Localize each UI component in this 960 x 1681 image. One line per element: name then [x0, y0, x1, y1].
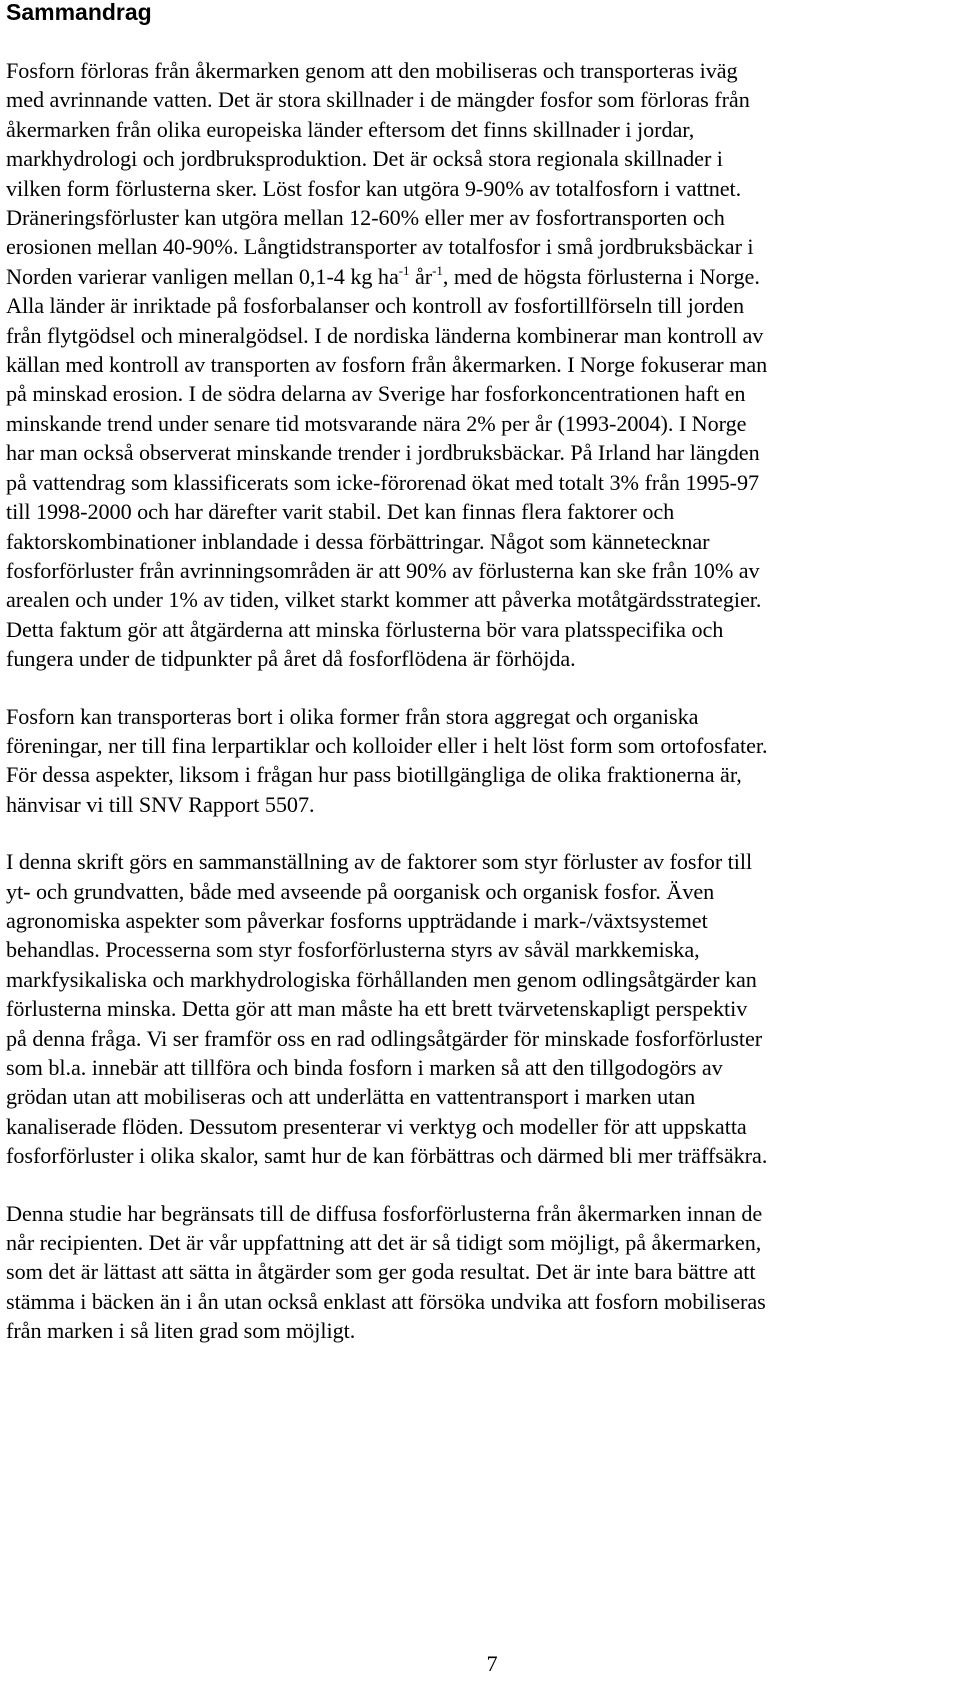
text-line: I denna skrift görs en sammanställning av de faktorer som styr förluster av fosfor till	[6, 849, 753, 875]
text-line: på minskad erosion. I de södra delarna av Sverige har fosforkoncentrationen haft en	[6, 381, 746, 407]
text-line: Fosforn förloras från åkermarken genom att den mobiliseras och transporteras iväg	[6, 58, 738, 83]
text-fragment: , med de högsta förlusterna i Norge.	[442, 263, 760, 289]
text-line: Alla länder är inriktade på fosforbalanser och kontroll av fosfortillförseln till jorden	[6, 293, 745, 319]
text-line: fungera under de tidpunkter på året då fosforflödena är förhöjda.	[6, 646, 576, 672]
text-line: på vattendrag som klassificerats som icke-förorenad ökat med totalt 3% från 1995-97	[6, 469, 760, 495]
text-line: Fosforn kan transporteras bort i olika former från stora aggregat och organiska	[6, 703, 699, 729]
text-line: fosforförluster i olika skalor, samt hur de kan förbättras och därmed bli mer träffsäkra.	[6, 1143, 768, 1169]
superscript: -1	[398, 262, 410, 278]
text-line: åkermarken från olika europeiska länder eftersom det finns skillnader i jordar,	[6, 116, 695, 142]
text-line: som det är lättast att sätta in åtgärder som ger goda resultat. Det är inte bara bättre att	[6, 1259, 756, 1285]
text-line: markfysikaliska och markhydrologiska förhållanden men genom odlingsåtgärder kan	[6, 966, 757, 992]
text-line: källan med kontroll av transporten av fosforn från åkermarken. I Norge fokuserar man	[6, 352, 768, 378]
text-line: på denna fråga. Vi ser framför oss en rad odlingsåtgärder för minskade fosforförluster	[6, 1025, 763, 1051]
document-page	[6, 0, 946, 1346]
text-line: Denna studie har begränsats till de diffusa fosforförlusterna från åkermarken innan de	[6, 1200, 763, 1226]
text-line: stämma i bäcken än i ån utan också enklast att försöka undvika att fosforn mobiliseras	[6, 1288, 766, 1314]
text-line: markhydrologi och jordbruksproduktion. Det är också stora regionala skillnader i	[6, 146, 723, 172]
text-line: med avrinnande vatten. Det är stora skillnader i de mängder fosfor som förloras från	[6, 87, 750, 113]
text-line: föreningar, ner till fina lerpartiklar och kolloider eller i helt löst form som ortofosfater.	[6, 732, 768, 758]
text-line: minskande trend under senare tid motsvarande nära 2% per år (1993-2004). I Norge	[6, 410, 747, 436]
text-line: som bl.a. innebär att tillföra och binda fosforn i marken så att den tillgodogörs av	[6, 1055, 723, 1080]
text-fragment: år	[409, 263, 433, 289]
superscript: -1	[432, 262, 443, 278]
text-line: För dessa aspekter, liksom i frågan hur pass biotillgängliga de olika fraktionerna är,	[6, 762, 742, 788]
paragraph-limitations	[6, 1199, 946, 1346]
text-line: hänvisar vi till SNV Rapport 5507.	[6, 791, 315, 817]
text-line: yt- och grundvatten, både med avseende på oorganisk och organisk fosfor. Även	[6, 878, 715, 904]
text-line: Dräneringsförluster kan utgöra mellan 12-60% eller mer av fosfortransporten och	[6, 205, 725, 231]
text-line: behandlas. Processerna som styr fosforförlusterna styrs av såväl markkemiska,	[6, 937, 700, 963]
text-line: har man också observerat minskande trender i jordbruksbäckar. På Irland har längden	[6, 440, 760, 466]
paragraph-transport-forms	[6, 702, 946, 820]
text-line: agronomiska aspekter som påverkar fosforns uppträdande i mark-/växtsystemet	[6, 907, 708, 933]
text-line: grödan utan att mobiliseras och att underlätta en vattentransport i marken utan	[6, 1084, 696, 1110]
text-line: Detta faktum gör att åtgärderna att minska förlusterna bör vara platsspecifika och	[6, 616, 724, 642]
paragraph-summary	[6, 56, 946, 674]
text-line: förlusterna minska. Detta gör att man måste ha ett brett tvärvetenskapligt perspektiv	[6, 996, 748, 1022]
text-line-with-units	[6, 262, 946, 291]
section-heading: Sammandrag	[6, 0, 152, 25]
text-line: vilken form förlusterna sker. Löst fosfor kan utgöra 9-90% av totalfosforn i vattnet.	[6, 175, 742, 201]
text-line: faktorskombinationer inblandade i dessa förbättringar. Något som kännetecknar	[6, 528, 710, 554]
text-line: till 1998-2000 och har därefter varit stabil. Det kan finnas flera faktorer och	[6, 499, 675, 525]
text-line: erosionen mellan 40-90%. Långtidstransporter av totalfosfor i små jordbruksbäckar i	[6, 234, 754, 260]
text-line: når recipienten. Det är vår uppfattning att det är så tidigt som möjligt, på åkermarken,	[6, 1230, 762, 1256]
text-line: fosforförluster från avrinningsområden är att 90% av förlusterna kan ske från 10% av	[6, 557, 760, 583]
text-line: från marken i så liten grad som möjligt.	[6, 1318, 356, 1344]
text-line: arealen och under 1% av tiden, vilket starkt kommer att påverka motåtgärdsstrategier.	[6, 587, 762, 613]
paragraph-scope	[6, 847, 946, 1170]
text-fragment: Norden varierar vanligen mellan 0,1-4 kg ha	[6, 263, 399, 289]
text-line: från flytgödsel och mineralgödsel. I de nordiska länderna kombinerar man kontroll av	[6, 322, 764, 348]
page-number: 7	[486, 1651, 498, 1676]
text-line: kanaliserade flöden. Dessutom presenterar vi verktyg och modeller för att uppskatta	[6, 1113, 747, 1139]
